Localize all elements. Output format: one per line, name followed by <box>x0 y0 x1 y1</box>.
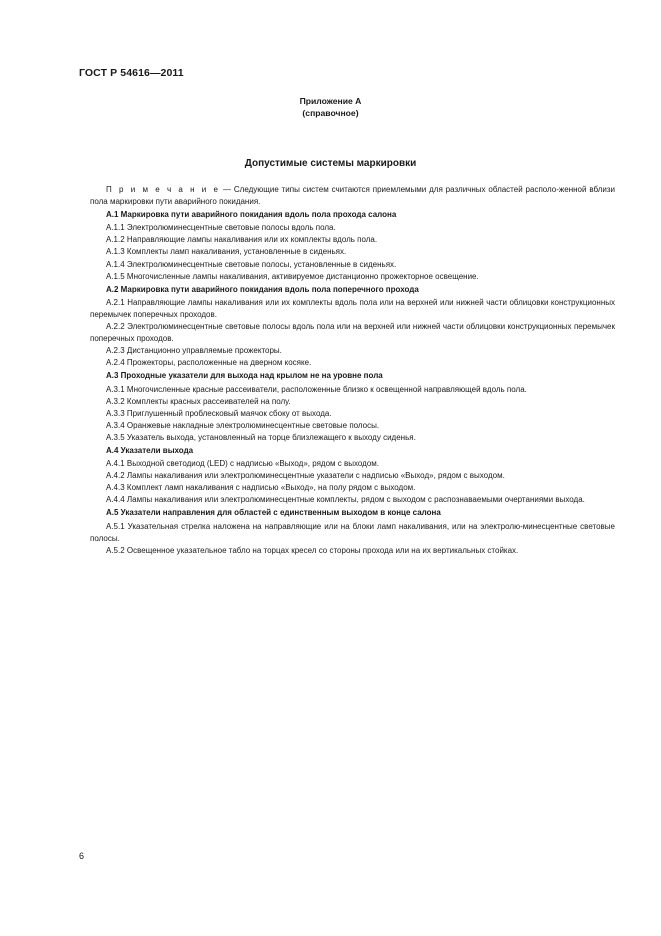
section-heading: А.1 Маркировка пути аварийного покидания вдоль пола прохода салона <box>106 210 397 220</box>
list-item: А.4.1 Выходной светодиод (LED) с надписью «Выход», рядом с выходом. <box>106 459 380 469</box>
annex-type: (справочное) <box>302 108 359 118</box>
list-item: А.4.4 Лампы накаливания или электролюминесцентные комплекты, рядом с выходом с распознаваемыми очертаниями выхода. <box>106 495 585 505</box>
list-item: А.5.1 Указательная стрелка наложена на направляющие или на блоки ламп накаливания, или на электролю-минесцентные световые полосы. <box>90 521 615 543</box>
section-heading: А.2 Маркировка пути аварийного покидания вдоль пола поперечного прохода <box>106 284 419 294</box>
list-item: А.3.2 Комплекты красных рассеивателей на полу. <box>106 396 291 406</box>
list-item: А.1.5 Многочисленные лампы накаливания, активируемое дистанционно прожекторное освещение. <box>106 271 479 281</box>
list-item: А.1.2 Направляющие лампы накаливания или их комплекты вдоль пола. <box>106 235 378 245</box>
standard-number: ГОСТ Р 54616—2011 <box>79 67 184 79</box>
list-item: А.3.5 Указатель выхода, установленный на торце близлежащего к выходу сиденья. <box>106 432 416 442</box>
list-item: А.2.1 Направляющие лампы накаливания или их комплекты вдоль пола или на верхней или нижней части облицовки конструкционных перемычек поперечных проходов. <box>90 297 615 319</box>
list-item: А.3.1 Многочисленные красные рассеиватели, расположенные близко к освещенной направляющей вдоль пола. <box>106 384 527 394</box>
list-item: А.2.3 Дистанционно управляемые прожекторы. <box>106 346 282 356</box>
note-paragraph <box>90 184 615 208</box>
section-heading: А.3 Проходные указатели для выхода над крылом не на уровне пола <box>106 371 383 381</box>
list-item: А.4.2 Лампы накаливания или электролюминесцентные указатели с надписью «Выход», рядом с выходом. <box>106 471 505 481</box>
list-item: А.1.1 Электролюминесцентные световые полосы вдоль пола. <box>106 223 336 233</box>
list-item: А.4.3 Комплект ламп накаливания с надписью «Выход», на полу рядом с выходом. <box>106 483 416 493</box>
list-item: А.1.4 Электролюминесцентные световые полосы, установленные в сиденьях. <box>106 259 397 269</box>
section-heading: А.5 Указатели направления для областей с единственным выходом в конце салона <box>106 508 441 518</box>
list-item: А.3.3 Приглушенный проблесковый маячок сбоку от выхода. <box>106 408 332 418</box>
list-item: А.1.3 Комплекты ламп накаливания, установленные в сиденьях. <box>106 247 347 257</box>
list-item: А.2.2 Электролюминесцентные световые полосы вдоль пола или на верхней или нижней части облицовки конструкционных перемычек поперечных проходов. <box>90 322 615 344</box>
list-item: А.5.2 Освещенное указательное табло на торцах кресел со стороны прохода или на их вертикальных стойках. <box>106 545 519 555</box>
annex-title: Приложение А <box>299 96 362 106</box>
note-text: — Следующие типы систем считаются приемлемыми для различных областей располо-женной вблизи пола маркировки пути аварийного покидания. <box>90 185 615 207</box>
note-label: П р и м е ч а н и е <box>106 185 221 194</box>
page-title: Допустимые системы маркировки <box>244 158 417 169</box>
list-item: А.2.4 Прожекторы, расположенные на дверном косяке. <box>106 358 312 368</box>
document-body <box>90 184 615 557</box>
list-item: А.3.4 Оранжевые накладные электролюминесцентные световые полосы. <box>106 420 380 430</box>
page-number: 6 <box>79 851 85 861</box>
section-heading: А.4 Указатели выхода <box>106 445 194 455</box>
